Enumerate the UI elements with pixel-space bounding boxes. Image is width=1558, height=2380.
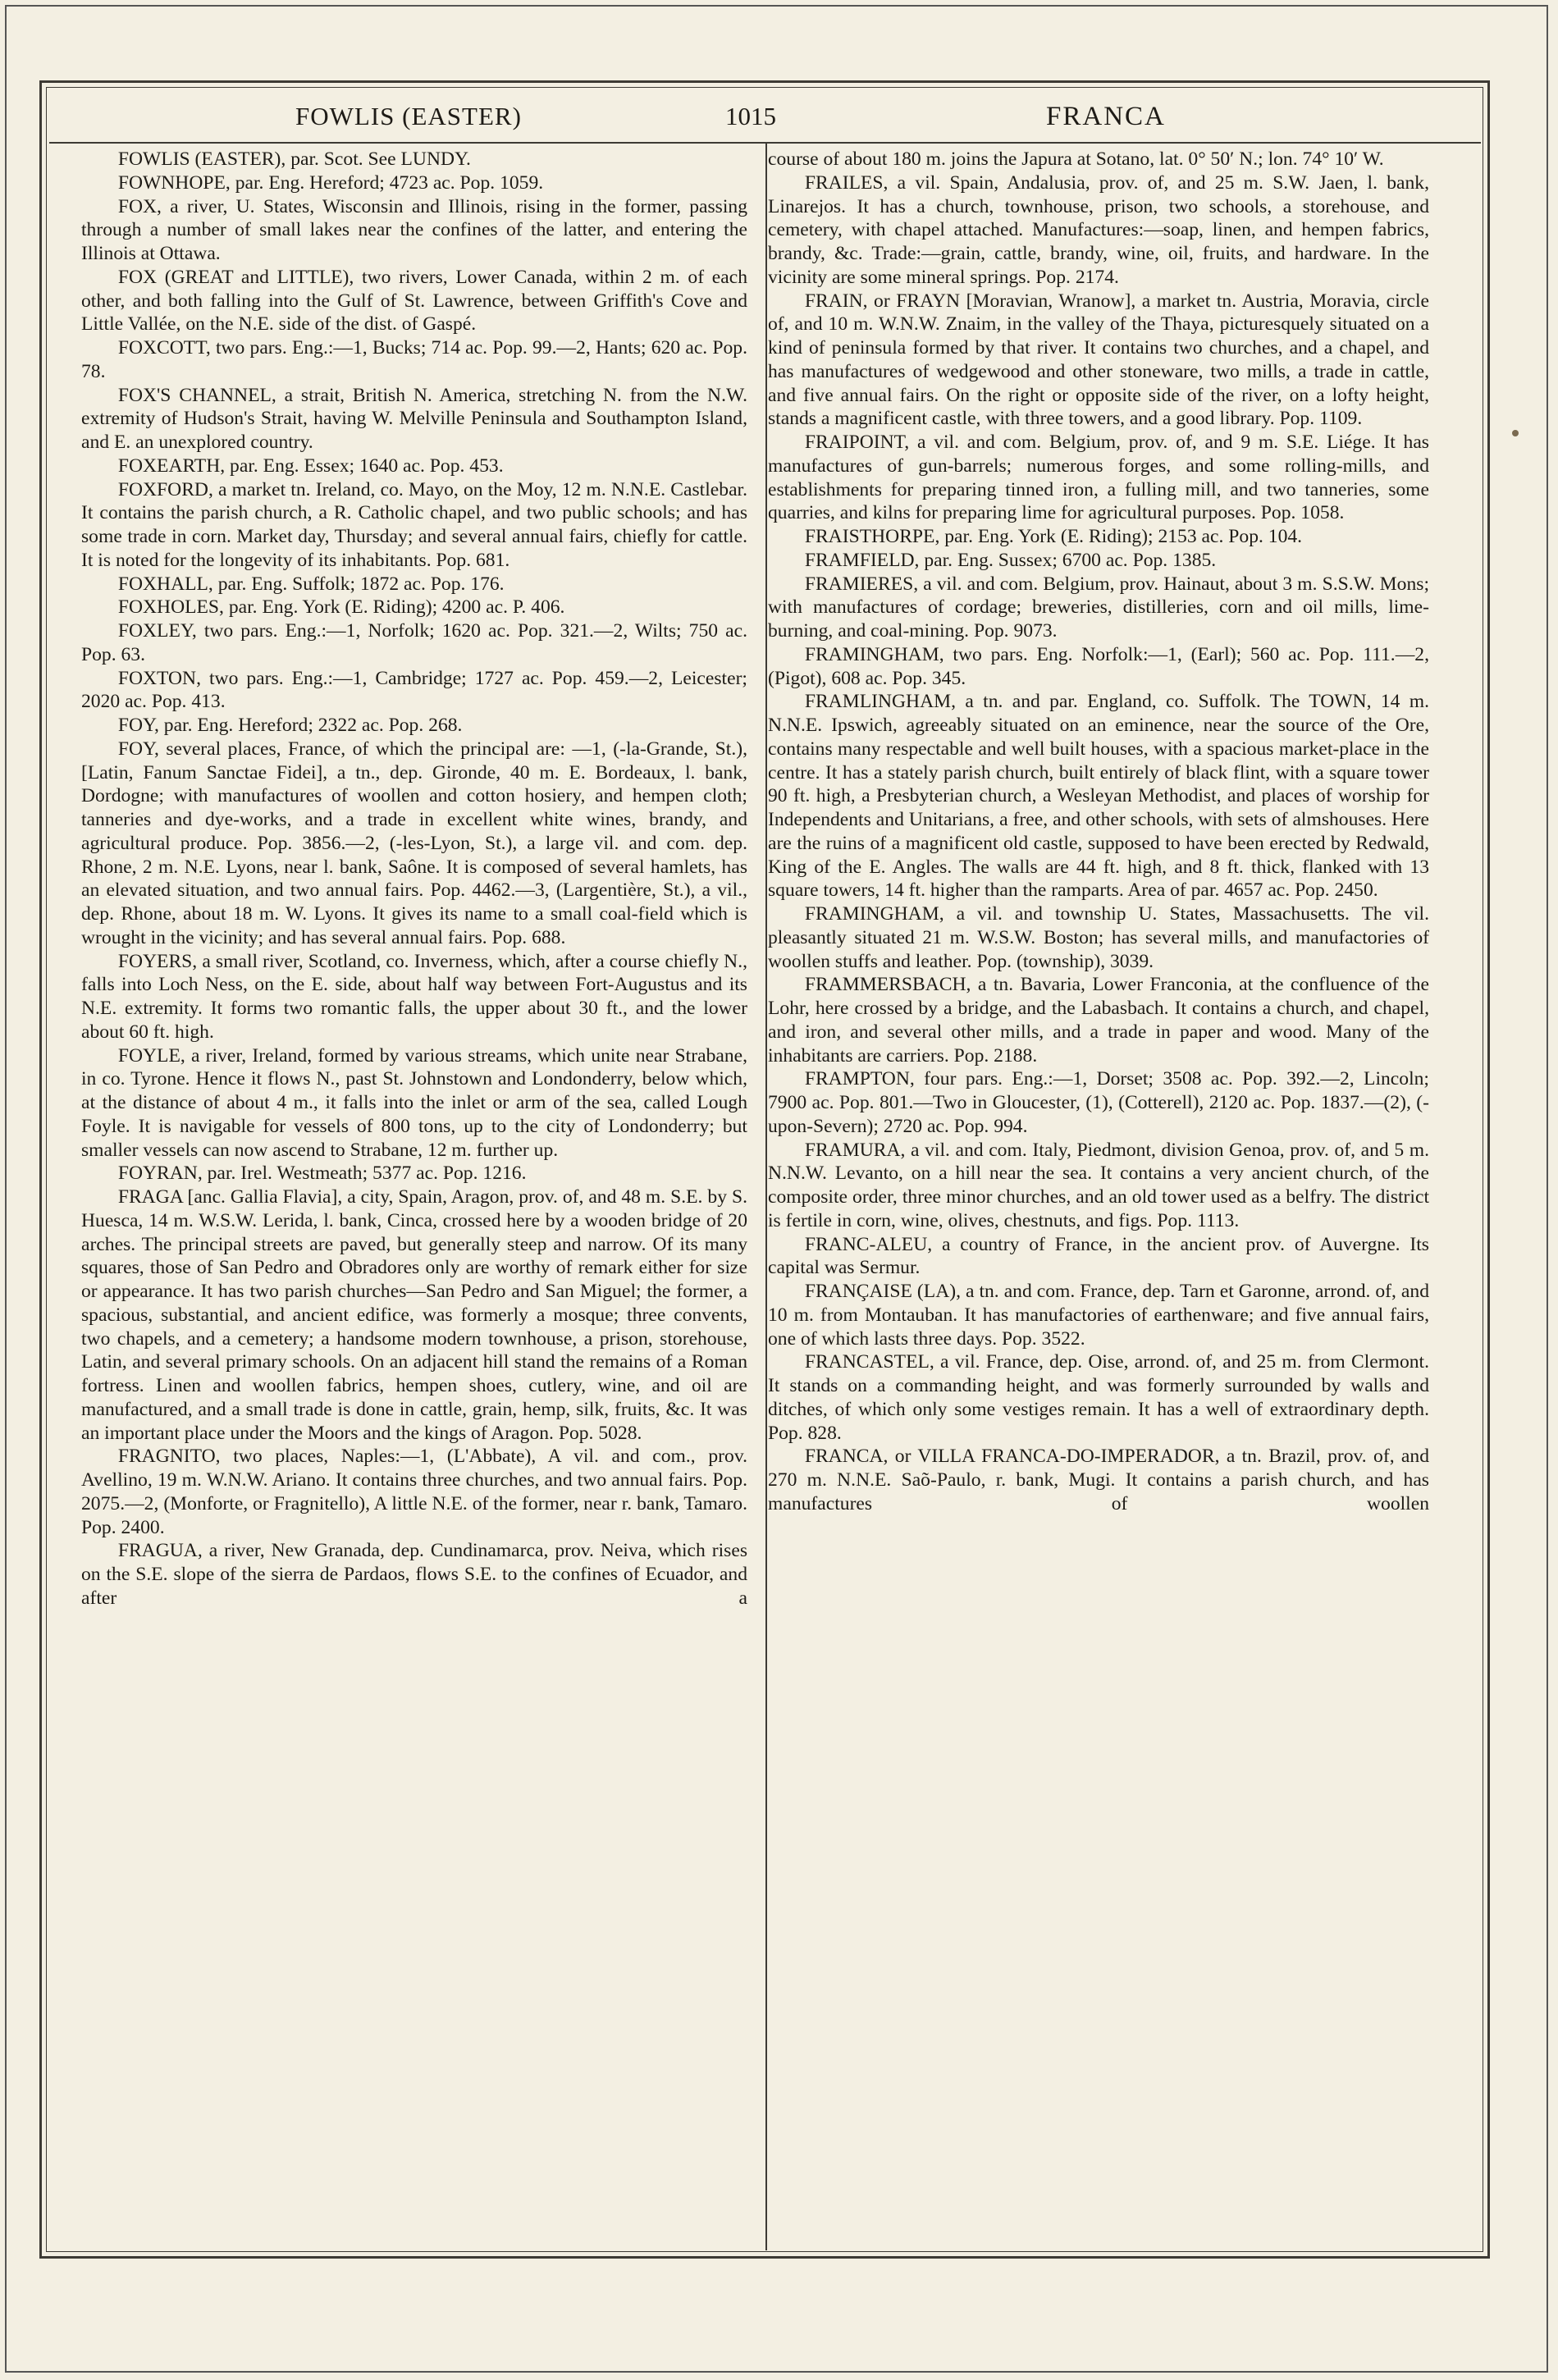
entry-frain: FRAIN, or FRAYN [Moravian, Wranow], a market tn. Austria, Moravia, circle of, and 10 m. W.N.W. Znaim, in the valley of the Thaya, picturesquely situated on a kind of peninsula formed by that river. It contains two churches, and a chapel, and has manufactures of wedgewood and other stoneware, two mills, a trade in cattle, and five annual fairs. On the right or opposite side of the river, on a lofty height, stands a magnificent castle, with three towers, and a good library. Pop. 1109. bbox=[768, 290, 1429, 430]
entry-fox-great-little: FOX (GREAT and LITTLE), two rivers, Lower Canada, within 2 m. of each other, and both falling into the Gulf of St. Lawrence, between Griffith's Cove and Little Vallée, on the N.E. side of the dist. of Gaspé. bbox=[81, 266, 747, 336]
entry-fowlis: FOWLIS (EASTER), par. Scot. See LUNDY. bbox=[117, 148, 471, 170]
entry-framingham-us: FRAMINGHAM, a vil. and township U. States, Massachusetts. The vil. pleasantly situated 21 m. W.S.W. Boston; has several mills, and manufactories of woollen stuffs and leather. Pop. (township), 3039. bbox=[768, 903, 1429, 972]
header-right-guide-word: FRANCA bbox=[1046, 102, 1166, 131]
header-left-guide-word: FOWLIS (EASTER) bbox=[295, 102, 522, 130]
margin-speck bbox=[1512, 430, 1519, 436]
entry-foxford: FOXFORD, a market tn. Ireland, co. Mayo, on the Moy, 12 m. N.N.E. Castlebar. It contains the parish church, a R. Catholic chapel, and two public schools; and has some trade in corn. Market day, Thursday; and several annual fairs, chiefly for cattle. It is noted for the longevity of its inhabitants. Pop. 681. bbox=[81, 478, 747, 571]
entry-frailes: FRAILES, a vil. Spain, Andalusia, prov. of, and 25 m. S.W. Jaen, l. bank, Linarejos. It has a church, townhouse, prison, two schools, a storehouse, and cemetery, with chapel attached. Manufactures:—soap, linen, and hempen fabrics, brandy, &c. Trade:—grain, cattle, brandy, wine, oil, fruits, and hardware. In the vicinity are some mineral springs. Pop. 2174. bbox=[768, 171, 1429, 288]
entry-frampton: FRAMPTON, four pars. Eng.:—1, Dorset; 3508 ac. Pop. 392.—2, Lincoln; 7900 ac. Pop. 801.—Two in Gloucester, (1), (Cotterell), 2120 ac. Pop. 1837.—(2), (-upon-Severn); 2720 ac. Pop. 994. bbox=[768, 1068, 1429, 1137]
entry-fraisthorpe: FRAISTHORPE, par. Eng. York (E. Riding); 2153 ac. Pop. 104. bbox=[804, 526, 1303, 547]
entry-foyle: FOYLE, a river, Ireland, formed by various streams, which unite near Strabane, in co. Tyrone. Hence it flows N., past St. Johnstown and Londonderry, below which, at the distance of about 4 m., it falls into the inlet or arm of the sea, called Lough Foyle. It is navigable for vessels of 800 tons, up to the city of Londonderry; but smaller vessels can now ascend to Strabane, 12 m. further up. bbox=[81, 1044, 747, 1161]
entry-foxhall: FOXHALL, par. Eng. Suffolk; 1872 ac. Pop. 176. bbox=[117, 573, 505, 595]
entry-framlingham: FRAMLINGHAM, a tn. and par. England, co. Suffolk. The TOWN, 14 m. N.N.E. Ipswich, agreeably situated on an eminence, near the source of the Ore, contains many respectable and well built houses, with a spacious market-place in the centre. It has a stately parish church, built entirely of black flint, with a square tower 90 ft. high, a Presbyterian church, a Wesleyan Methodist, and places of worship for Independents and Unitarians, a free, and other schools, with sets of almshouses. Here are the ruins of a magnificent old castle, supposed to have been erected by Redwald, King of the E. Angles. The walls are 44 ft. high, and 8 ft. thick, flanked with 13 square towers, 14 ft. higher than the ramparts. Area of par. 4657 ac. Pop. 2450. bbox=[768, 691, 1429, 902]
entry-foy-france: FOY, several places, France, of which the principal are: —1, (-la-Grande, St.), [Latin, Fanum Sanctae Fidei], a tn., dep. Gironde, 40 m. E. Bordeaux, l. bank, Dordogne; with manufactures of woollen and cotton hosiery, and hempen cloth; tanneries and dye-works, and a trade in excellent white wines, brandy, and agricultural produce. Pop. 3856.—2, (-les-Lyon, St.), a large vil. and com. dep. Rhone, 2 m. N.E. Lyons, near l. bank, Saône. It is composed of several hamlets, has an elevated situation, and two annual fairs. Pop. 4462.—3, (Largentière, St.), a vil., dep. Rhone, about 18 m. W. Lyons. It gives its name to a small coal-field which is wrought in the vicinity; and has several annual fairs. Pop. 688. bbox=[81, 738, 747, 948]
page-number: 1015 bbox=[725, 102, 776, 130]
entry-foy-par: FOY, par. Eng. Hereford; 2322 ac. Pop. 268. bbox=[117, 715, 463, 736]
entry-fraipoint: FRAIPOINT, a vil. and com. Belgium, prov. of, and 9 m. S.E. Liége. It has manufactures of gun-barrels; numerous forges, and some rolling-mills, and establishments for preparing tinned iron, a fulling mill, and two tanneries, some quarries, and kilns for preparing lime for agricultural purposes. Pop. 1058. bbox=[768, 432, 1429, 524]
entry-fox-river: FOX, a river, U. States, Wisconsin and Illinois, rising in the former, passing through a number of small lakes near the confines of the latter, and entering the Illinois at Ottawa. bbox=[81, 195, 747, 264]
entry-fragnito: FRAGNITO, two places, Naples:—1, (L'Abbate), A vil. and com., prov. Avellino, 19 m. W.N.W. Ariano. It contains three churches, and two annual fairs. Pop. 2075.—2, (Monforte, or Fragnitello), A little N.E. of the former, near r. bank, Tamaro. Pop. 2400. bbox=[81, 1446, 747, 1538]
entry-framieres: FRAMIERES, a vil. and com. Belgium, prov. Hainaut, about 3 m. S.S.W. Mons; with manufactures of cordage; breweries, distilleries, corn and oil mills, lime-burning, and coal-mining. Pop. 9073. bbox=[768, 573, 1429, 642]
entry-fownhope: FOWNHOPE, par. Eng. Hereford; 4723 ac. Pop. 1059. bbox=[117, 171, 544, 194]
entry-fraga: FRAGA [anc. Gallia Flavia], a city, Spain, Aragon, prov. of, and 48 m. S.E. by S. Huesca, 14 m. W.S.W. Lerida, l. bank, Cinca, crossed here by a wooden bridge of 20 arches. The principal streets are paved, but generally steep and narrow. Of its many squares, those of San Pedro and Obradores only are worthy of remark either for size or appearance. It has two parish churches—San Pedro and San Miguel; the former, a spacious, substantial, and ancient edifice, was formerly a mosque; three convents, two chapels, and a cemetery; a handsome modern townhouse, a prison, storehouse, Latin, and several primary schools. On an adjacent hill stand the remains of a Roman fortress. Linen and woollen fabrics, hempen shoes, cutlery, wine, and oil are manufactured, and a small trade is done in cattle, grain, hemp, silk, fruits, &c. It was an important place under the Moors and the kings of Aragon. Pop. 5028. bbox=[81, 1186, 747, 1444]
entry-framingham-eng: FRAMINGHAM, two pars. Eng. Norfolk:—1, (Earl); 560 ac. Pop. 111.—2, (Pigot), 608 ac. Pop. 345. bbox=[768, 643, 1429, 689]
left-column bbox=[81, 148, 747, 1610]
entry-foyran: FOYRAN, par. Irel. Westmeath; 5377 ac. Pop. 1216. bbox=[117, 1163, 527, 1185]
entry-foyers: FOYERS, a small river, Scotland, co. Inverness, which, after a course chiefly N., falls into Loch Ness, on the E. side, about half way between Fort-Augustus and its N.E. extremity. It forms two romantic falls, the upper about 30 ft., and the lower about 60 ft. high. bbox=[81, 950, 747, 1043]
column-divider bbox=[765, 142, 767, 2250]
entry-franc-aleu: FRANC-ALEU, a country of France, in the ancient prov. of Auvergne. Its capital was Sermur. bbox=[768, 1233, 1429, 1279]
entry-francastel: FRANCASTEL, a vil. France, dep. Oise, arrond. of, and 25 m. from Clermont. It stands on a commanding height, and was formerly surrounded by walls and ditches, of which only some vestiges remain. It has a well of extraordinary depth. Pop. 828. bbox=[768, 1351, 1429, 1444]
entry-foxcott: FOXCOTT, two pars. Eng.:—1, Bucks; 714 ac. Pop. 99.—2, Hants; 620 ac. Pop. 78. bbox=[81, 337, 747, 382]
running-header bbox=[49, 95, 1481, 144]
entry-franca: FRANCA, or VILLA FRANCA-DO-IMPERADOR, a tn. Brazil, prov. of, and 270 m. N.N.E. Saõ-Paulo, r. bank, Mugi. It contains a parish church, and has manufactures of woollen bbox=[768, 1446, 1429, 1514]
entry-foxearth: FOXEARTH, par. Eng. Essex; 1640 ac. Pop. 453. bbox=[117, 455, 504, 477]
right-column bbox=[768, 148, 1429, 1516]
entry-frammersbach: FRAMMERSBACH, a tn. Bavaria, Lower Franconia, at the confluence of the Lohr, here crossed by a bridge, and the Labasbach. It contains a church, and chapel, and iron, and several other mills, and a trade in paper and wood. Many of the inhabitants are carriers. Pop. 2188. bbox=[768, 974, 1429, 1067]
entry-framfield: FRAMFIELD, par. Eng. Sussex; 6700 ac. Pop. 1385. bbox=[804, 549, 1217, 571]
entry-fragua: FRAGUA, a river, New Granada, dep. Cundinamarca, prov. Neiva, which rises on the S.E. slope of the sierra de Pardaos, flows S.E. to the confines of Ecuador, and after a bbox=[81, 1540, 747, 1609]
entry-foxley: FOXLEY, two pars. Eng.:—1, Norfolk; 1620 ac. Pop. 321.—2, Wilts; 750 ac. Pop. 63. bbox=[81, 620, 747, 665]
entry-foxs-channel: FOX'S CHANNEL, a strait, British N. America, stretching N. from the N.W. extremity of Hudson's Strait, having W. Melville Peninsula and Southampton Island, and E. an unexplored country. bbox=[81, 384, 747, 453]
entry-francaise: FRANÇAISE (LA), a tn. and com. France, dep. Tarn et Garonne, arrond. of, and 10 m. from Montauban. It has manufactories of earthenware; and five annual fairs, one of which lasts three days. Pop. 3522. bbox=[768, 1281, 1429, 1350]
entry-foxton: FOXTON, two pars. Eng.:—1, Cambridge; 1727 ac. Pop. 459.—2, Leicester; 2020 ac. Pop. 413. bbox=[81, 667, 747, 713]
entry-fragua-continued: course of about 180 m. joins the Japura at Sotano, lat. 0° 50′ N.; lon. 74° 10′ W. bbox=[768, 148, 1384, 170]
entry-foxholes: FOXHOLES, par. Eng. York (E. Riding); 4200 ac. P. 406. bbox=[117, 596, 565, 619]
entry-framura: FRAMURA, a vil. and com. Italy, Piedmont, division Genoa, prov. of, and 5 m. N.N.W. Levanto, on a hill near the sea. It contains a very ancient church, of the composite order, three minor churches, and an old tower used as a belfry. The district is fertile in corn, wine, olives, chestnuts, and figs. Pop. 1113. bbox=[768, 1139, 1429, 1231]
